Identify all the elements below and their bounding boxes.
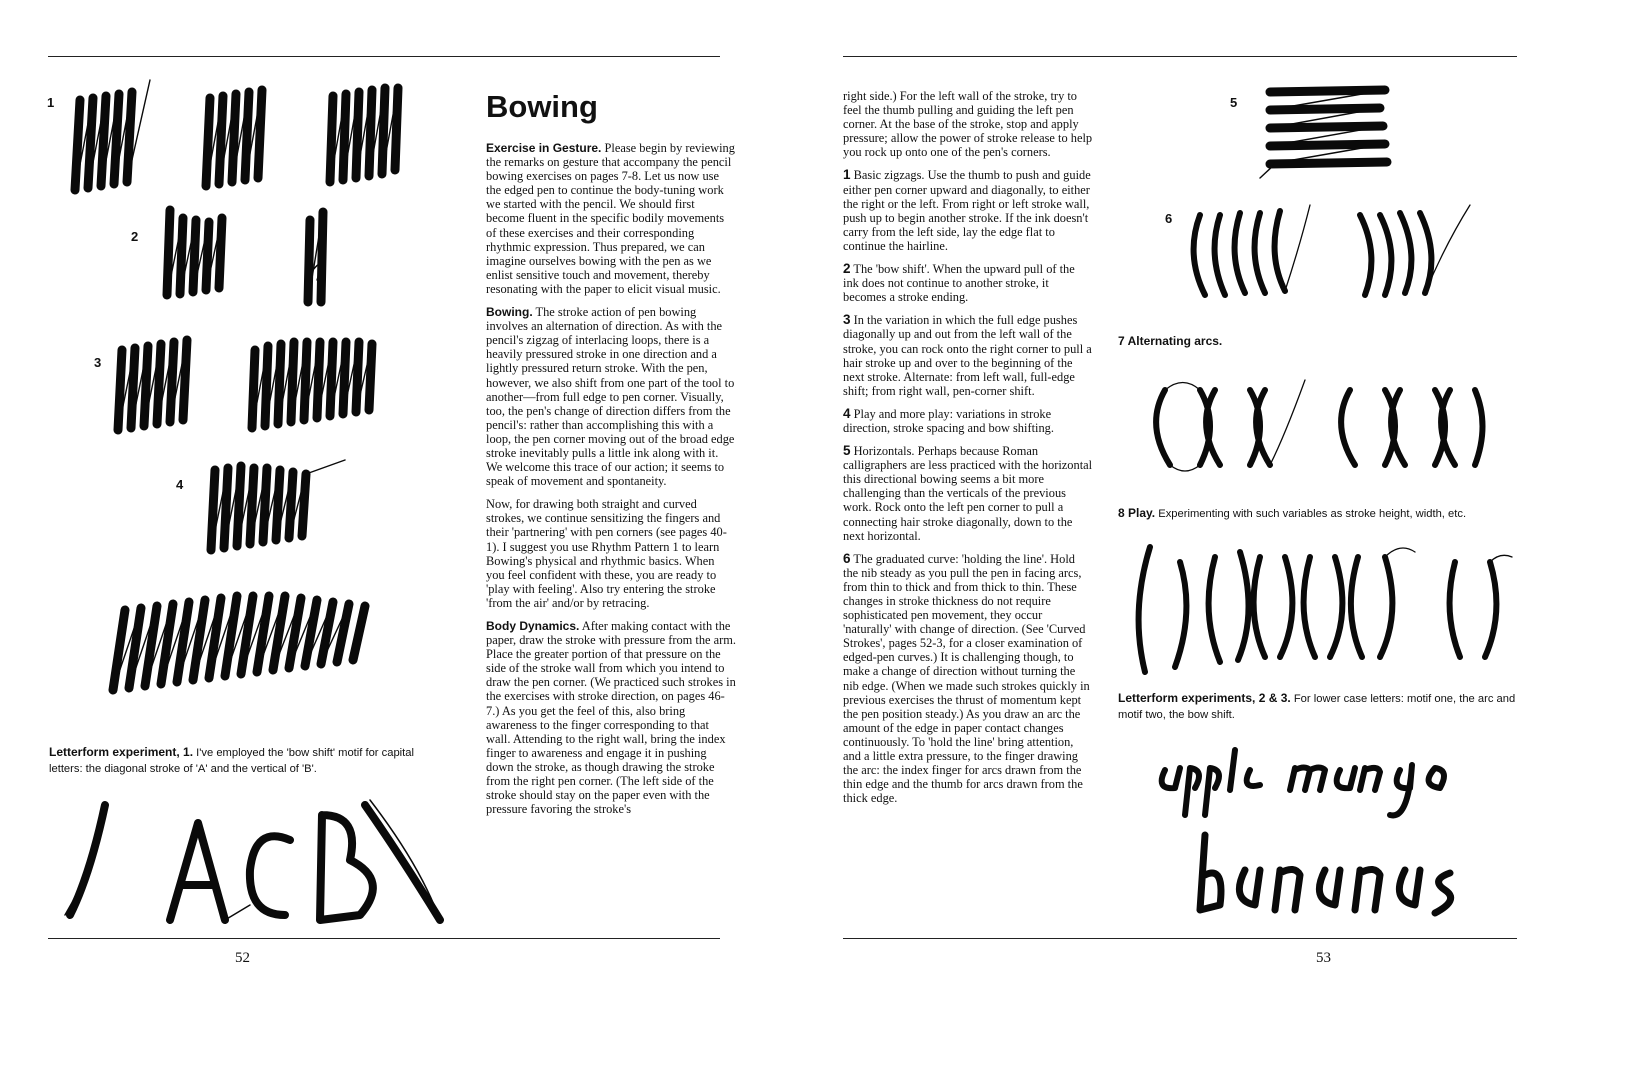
paragraph-text: The stroke action of pen bowing involves an alternation of direction. As with the pencil's zigzag of interlacing loops, there is a heavily pressured stroke in one direction and a lightly pressured return stroke. With the pen, however, we also shift from one part of the tool to another—from full edge to pen corner. Visually, too, the pen's change of direction differs from the pencil's: rather than accomplishing this with a loop, the pen corner moving out of the broad edge stroke inevitably pulls a little ink along with it. We welcome this trace of our action; it seems to speak of movement and spontaneity. [486, 305, 735, 489]
left-article-column [486, 141, 736, 825]
numbered-item-6 [843, 552, 1093, 806]
paragraph-bowing [486, 305, 736, 488]
graduated-curve-figure [1185, 195, 1475, 305]
paragraph-lead: Body Dynamics. [486, 619, 580, 633]
bowing-stroke-illustrations [55, 70, 455, 720]
numbered-item-5 [843, 444, 1093, 543]
figure-label-4: 4 [176, 477, 184, 492]
item-text: Horizontals. Perhaps because Roman calligraphers are less practiced with the horizontal this directional bowing seems a bit more challenging than the verticals of the previous work. Rock onto the left pen corner to pull a connecting hair stroke diagonally, down to the next horizontal. [843, 444, 1093, 543]
item-number: 1 [843, 167, 851, 183]
alternating-arcs-figure [1145, 365, 1495, 475]
article-title: Bowing [486, 89, 598, 124]
paragraph-lead: Bowing. [486, 305, 533, 320]
bananas-calligraphy [1185, 825, 1465, 925]
left-top-rule [48, 56, 720, 57]
figure-label-1: 1 [47, 95, 55, 110]
item-text: The 'bow shift'. When the upward pull of the ink does not continue to another stroke, it becomes a stroke ending. [843, 262, 1075, 305]
figure-label-3: 3 [94, 355, 102, 370]
letterform-caption-1-lead: Letterform experiment, 1. [49, 745, 194, 759]
paragraph-text: Now, for drawing both straight and curved strokes, we continue sensitizing the fingers and their 'partnering' with pen corners (see pages 40-1). I suggest you use Rhythm Pattern 1 to learn Bowing's physical and rhythmic basics. When you feel confident with these, you are ready to 'play with feeling'. Also try entering the stroke 'from the air' and/or by retracing. [486, 497, 727, 610]
item-text: In the variation in which the full edge pushes diagonally up and out from the left wall of the stroke, you can rock onto the right corner to pull a hair stroke up and over to the beginning of the next stroke. Alternate: from left wall, full-edge shift; from right wall, pen-corner shift. [843, 313, 1092, 398]
item-number: 6 [843, 550, 851, 566]
item-8-lead: 8 Play. [1118, 506, 1156, 520]
apple-mango-calligraphy [1150, 740, 1510, 820]
letterform-caption-2-3 [1118, 690, 1528, 723]
figure-label-2: 2 [131, 229, 139, 244]
page-number-right: 53 [1316, 950, 1331, 966]
left-bottom-rule [48, 938, 720, 939]
letterform-caption-1 [49, 744, 421, 777]
paragraph-body-dynamics [486, 619, 736, 816]
letterform-caption-2-lead: Letterform experiments, 2 & 3. [1118, 691, 1291, 705]
horizontal-strokes-figure [1255, 80, 1395, 180]
paragraph-continuation: right side.) For the left wall of the stroke, try to feel the thumb pulling and guiding the left pen corner. At the base of the stroke, stop and apply pressure; allow the power of stroke release to help you rock up onto one of the pen's corners. [843, 89, 1093, 160]
right-bottom-rule [843, 938, 1517, 939]
play-figure [1120, 532, 1520, 677]
paragraph-text: After making contact with the paper, draw the stroke with pressure from the arm. Place the greater portion of that pressure on the side of the stroke wall from which you intend to draw the pen corner. (We practiced such strokes in the exercises with stroke direction, on pages 46-7.) As you get the feel of this, also bring awareness to the finger corresponding to that wall. Attending to the right wall, bring the index finger to awareness and engage it in pushing down the stroke, as though drawing the stroke from the right pen corner. (The left side of the stroke should stay on the paper even with the pressure favoring the stroke's [486, 619, 736, 817]
alternating-arcs-label [1118, 333, 1222, 350]
play-caption [1118, 505, 1528, 522]
numbered-item-4 [843, 407, 1093, 435]
item-7-text: Alternating arcs. [1124, 334, 1223, 348]
right-article-column [843, 89, 1093, 814]
numbered-item-1 [843, 168, 1093, 253]
item-number: 3 [843, 312, 851, 328]
letterform-caption-2-text: For lower case letters: motif one, the arc and motif two, the bow shift. [1118, 693, 1516, 721]
item-number: 5 [843, 443, 851, 459]
item-text: Play and more play: variations in stroke direction, stroke spacing and bow shifting. [843, 406, 1054, 435]
paragraph-text: Please begin by reviewing the remarks on gesture that accompany the pencil bowing exercises on pages 7-8. Let us now use the edged pen to continue the body-tuning work we started with the pencil. We should first become fluent in the specific bodily movements of these exercises and their corresponding rhythmic expression. Thus prepared, we can imagine ourselves bowing with the pen as we enlist sensitive touch and movement, thereby resonating with the paper to elicit visual music. [486, 141, 735, 296]
letterform-caption-1-text: I've employed the 'bow shift' motif for capital letters: the diagonal stroke of 'A' and the vertical of 'B'. [49, 747, 414, 775]
item-number: 4 [843, 405, 851, 421]
figure-label-6: 6 [1165, 211, 1173, 226]
numbered-item-3 [843, 313, 1093, 398]
item-text: The graduated curve: 'holding the line'. Hold the nib steady as you pull the pen in facing arcs, from thin to thick and from thick to thin. These changes in stroke thickness do not require sophisticated pen movement, they occur 'naturally' with change of direction. (See 'Curved Strokes', pages 52-3, for a closer examination of edged-pen curves.) It is challenging though, to make a change of direction without turning the nib edge. (When we made such strokes quickly in previous exercises the thrust of momentum kept the pen position steady.) As you draw an arc the amount of the edge in paper contact changes continuously. To 'hold the line' bring attention, and a little extra pressure, to the finger drawing the arc: the index finger for arcs drawn from the thin edge and the thumb for arcs drawn from the thick edge. [843, 551, 1090, 806]
item-text: Basic zigzags. Use the thumb to push and guide either pen corner upward and diagonally, to either the right or the left. From right or left stroke wall, push up to begin another stroke. If the ink doesn't carry from the left side, lay the edge flat to continue the hairline. [843, 168, 1091, 253]
numbered-item-2 [843, 262, 1093, 304]
page-number-left: 52 [235, 950, 250, 966]
item-7-number: 7 [1118, 334, 1125, 348]
right-top-rule [843, 56, 1517, 57]
paragraph-exercise-in-gesture [486, 141, 736, 296]
item-8-text: Experimenting with such variables as stroke height, width, etc. [1155, 508, 1467, 520]
paragraph-lead: Exercise in Gesture. [486, 141, 602, 155]
item-number: 2 [843, 261, 851, 277]
paragraph-straight-curved [486, 497, 736, 610]
acb-calligraphy [60, 785, 460, 935]
figure-label-5: 5 [1230, 95, 1238, 110]
